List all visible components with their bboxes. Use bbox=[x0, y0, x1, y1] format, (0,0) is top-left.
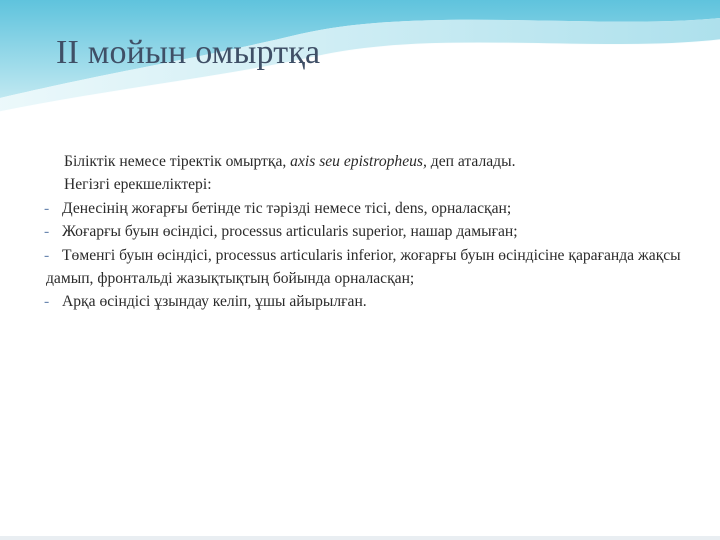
list-item bbox=[46, 197, 682, 220]
bullet-dash: - bbox=[44, 223, 50, 241]
list-item-text: Жоғарғы буын өсіндісі, processus articularis superior, нашар дамыған; bbox=[62, 223, 518, 241]
bullet-dash: - bbox=[44, 293, 50, 311]
intro-paragraph bbox=[46, 150, 682, 173]
latin-term: axis seu epistropheus, bbox=[290, 153, 427, 170]
footer-divider bbox=[0, 536, 720, 540]
slide-title: II мойын омыртқа bbox=[56, 34, 321, 71]
list-item bbox=[46, 244, 682, 291]
list-item-text: Денесінің жоғарғы бетінде тіс тәрізді немесе тісі, dens, орналасқан; bbox=[62, 199, 512, 217]
bullet-dash: - bbox=[44, 246, 50, 264]
slide-body bbox=[46, 150, 682, 314]
list-item bbox=[46, 220, 682, 243]
features-heading: Негізгі ерекшеліктері: bbox=[64, 176, 212, 194]
intro-ending: деп аталады. bbox=[426, 153, 516, 170]
list-item bbox=[46, 290, 682, 313]
intro-text: Біліктік немесе тіректік омыртқа, bbox=[64, 153, 291, 170]
list-item-text: Төменгі буын өсіндісі, processus articularis inferior, жоғарғы буын өсіндісіне қарағанда жақсы дамып, фронтальді жазықтықтың бойында орналасқан; bbox=[46, 246, 681, 288]
list-item-text: Арқа өсіндісі ұзындау келіп, ұшы айырылған. bbox=[62, 293, 367, 311]
bullet-dash: - bbox=[44, 199, 50, 217]
